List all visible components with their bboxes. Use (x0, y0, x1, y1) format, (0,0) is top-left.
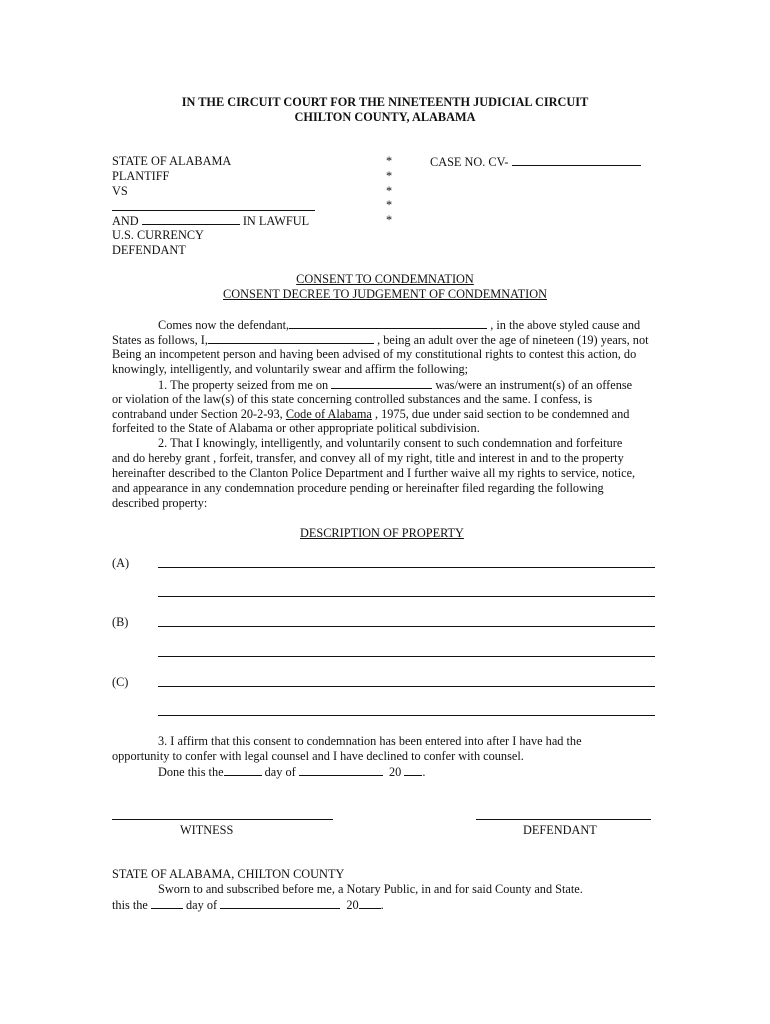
caption-and: AND (112, 214, 139, 228)
asterisk: * (386, 213, 393, 227)
clause-2-line-2: and do hereby grant , forfeit, transfer, and convey all of my right, title and interest in and to the property (112, 451, 624, 465)
defendant-name-blank[interactable] (289, 317, 487, 329)
notary-county: STATE OF ALABAMA, CHILTON COUNTY (112, 867, 345, 881)
asterisk: * (386, 184, 393, 198)
done-line: Done this the day of 20 . (158, 765, 426, 779)
code-of-alabama: Code of Alabama (285, 407, 372, 421)
body-line-4: knowingly, intelligently, and voluntarily swear and affirm the following; (112, 362, 469, 376)
property-b-line[interactable] (158, 626, 655, 627)
clause-2-line-4: and appearance in any condemnation procedure pending or hereinafter filed regarding the following (112, 481, 604, 495)
witness-signature-line[interactable] (112, 819, 333, 820)
property-a-label: (A) (112, 556, 130, 570)
asterisk: * (386, 198, 393, 212)
case-number (430, 154, 641, 170)
seizure-date-blank[interactable] (331, 377, 432, 389)
clause-2-line-3: hereinafter described to the Clanton Police Department and I further waive all my rights to service, notice, (112, 466, 636, 480)
property-b-line-2[interactable] (158, 656, 655, 657)
clause-2-line-1: 2. That I knowingly, intelligently, and voluntarily consent to such condemnation and forfeiture (158, 436, 623, 450)
asterisk: * (386, 169, 393, 183)
clause-1-line-3: contraband under Section 20-2-93, Code of Alabama , 1975, due under said section to be condemned and (112, 407, 630, 421)
caption-plaintiff: PLANTIFF (112, 169, 170, 183)
notary-date-line: this the day of 20 . (112, 898, 384, 912)
property-c-line[interactable] (158, 686, 655, 687)
defendant-signature-line[interactable] (476, 819, 651, 820)
notary-month-blank[interactable] (220, 897, 340, 909)
property-c-line-2[interactable] (158, 715, 655, 716)
caption-and-line (112, 213, 309, 229)
asterisk: * (386, 154, 393, 168)
title-consent: CONSENT TO CONDEMNATION (296, 272, 474, 286)
property-heading: DESCRIPTION OF PROPERTY (300, 526, 464, 540)
body-line-1: Comes now the defendant, , in the above styled cause and (158, 318, 641, 332)
notary-year-blank[interactable] (359, 897, 381, 909)
caption-defendant: DEFENDANT (112, 243, 186, 257)
body-line-2: States as follows, I, , being an adult over the age of nineteen (19) years, not (112, 333, 649, 347)
title-decree: CONSENT DECREE TO JUDGEMENT OF CONDEMNATION (223, 287, 547, 301)
clause-1-line-2: or violation of the law(s) of this state concerning controlled substances and the same. I confess, is (112, 392, 593, 406)
notary-day-blank[interactable] (151, 897, 183, 909)
affirm-line-2: opportunity to confer with legal counsel and I have declined to confer with counsel. (112, 749, 524, 763)
case-number-label: CASE NO. CV- (430, 155, 509, 169)
property-b-label: (B) (112, 615, 129, 629)
done-month-blank[interactable] (299, 764, 383, 776)
done-day-blank[interactable] (224, 764, 262, 776)
caption-in-lawful: IN LAWFUL (242, 214, 310, 228)
county-title: CHILTON COUNTY, ALABAMA (294, 110, 476, 124)
caption-vs: VS (112, 184, 128, 198)
clause-1-line-1: 1. The property seized from me on was/were an instrument(s) of an offense (158, 378, 633, 392)
caption-state: STATE OF ALABAMA (112, 154, 232, 168)
property-c-label: (C) (112, 675, 129, 689)
affirm-line-1: 3. I affirm that this consent to condemnation has been entered into after I have had the (158, 734, 582, 748)
witness-label: WITNESS (180, 823, 234, 837)
court-title: IN THE CIRCUIT COURT FOR THE NINETEENTH JUDICIAL CIRCUIT (181, 95, 589, 109)
caption-currency: U.S. CURRENCY (112, 228, 204, 242)
property-a-line[interactable] (158, 567, 655, 568)
clause-2-line-5: described property: (112, 496, 208, 510)
body-line-3: Being an incompetent person and having been advised of my constitutional rights to contest this action, do (112, 347, 637, 361)
clause-1-line-4: forfeited to the State of Alabama or other appropriate political subdivision. (112, 421, 480, 435)
property-a-line-2[interactable] (158, 596, 655, 597)
amount-blank[interactable] (142, 213, 240, 225)
affiant-name-blank[interactable] (208, 332, 374, 344)
done-year-blank[interactable] (404, 764, 422, 776)
defendant-name-line (112, 210, 315, 211)
defendant-label: DEFENDANT (523, 823, 597, 837)
case-number-blank[interactable] (512, 154, 641, 166)
notary-sworn: Sworn to and subscribed before me, a Notary Public, in and for said County and State. (158, 882, 583, 896)
